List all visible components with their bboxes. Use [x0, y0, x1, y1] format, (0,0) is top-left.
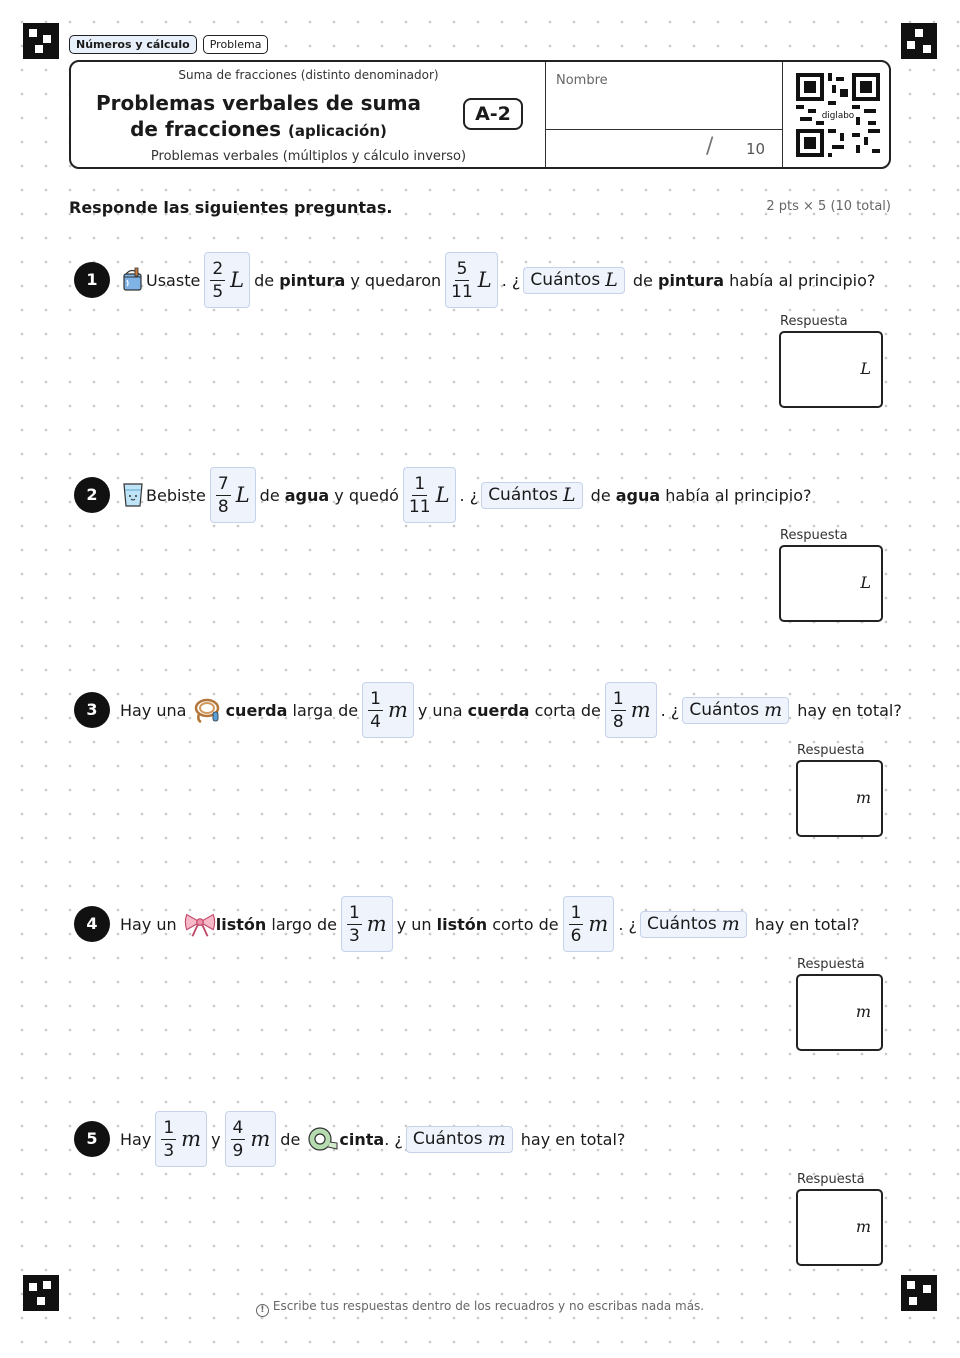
fraction-unit: L — [230, 268, 245, 292]
keyword: pintura — [657, 270, 725, 290]
question-number: 3 — [74, 692, 110, 728]
answer-box[interactable] — [796, 760, 883, 837]
fraction-box — [563, 896, 615, 952]
fraction-numerator: 1 — [370, 688, 381, 709]
fraction-denominator: 11 — [408, 496, 431, 517]
question-text-segment: hay en total? — [792, 700, 902, 720]
question-text-segment: . ¿ — [660, 700, 680, 720]
answer-label: Respuesta — [797, 957, 865, 972]
fraction-denominator: 3 — [163, 1140, 175, 1161]
question-text-segment: Hay una — [120, 700, 192, 720]
answer-box[interactable] — [796, 974, 883, 1051]
name-field[interactable] — [546, 62, 782, 130]
paint-bucket-icon — [121, 266, 145, 294]
fraction-unit: m — [630, 698, 651, 722]
fraction-unit: L — [235, 483, 250, 507]
fraction-box — [341, 896, 393, 952]
question-prompt-unit: L — [562, 484, 576, 506]
svg-text:diglabo: diglabo — [821, 111, 855, 122]
fraction-numerator: 1 — [163, 1117, 175, 1138]
question-text-segment: larga de — [287, 700, 359, 720]
question-text-segment: de — [585, 485, 616, 505]
answer-unit: L — [860, 573, 871, 592]
question-text-segment: . ¿ — [501, 270, 521, 290]
fraction — [569, 902, 584, 947]
fraction — [161, 1117, 176, 1162]
question-text — [120, 250, 875, 310]
fraction-numerator: 5 — [456, 258, 468, 279]
fraction — [210, 258, 225, 303]
instructions: Responde las siguientes preguntas. — [69, 198, 393, 217]
keyword: agua — [615, 485, 661, 505]
fraction-denominator: 6 — [570, 925, 582, 946]
question-text-segment: Hay — [120, 1129, 152, 1149]
fraction — [368, 688, 383, 733]
question-text — [120, 680, 902, 740]
fraction-numerator: 7 — [217, 473, 229, 494]
question-text-segment: hay en total? — [515, 1129, 626, 1149]
keyword: cinta — [339, 1129, 385, 1149]
name-label: Nombre — [556, 73, 608, 88]
fraction — [409, 473, 431, 518]
question-number: 5 — [74, 1121, 110, 1157]
question-prompt-box — [406, 1126, 513, 1153]
fraction-numerator: 1 — [348, 902, 360, 923]
points-info: 2 pts × 5 (10 total) — [766, 199, 891, 214]
fraction-denominator: 9 — [232, 1140, 244, 1161]
question-text — [120, 465, 812, 525]
tape-roll-icon — [306, 1125, 338, 1153]
question-text-segment: corto de — [487, 914, 559, 934]
question-text-segment: había al principio? — [660, 485, 812, 505]
question-prompt-text: Cuántos — [530, 270, 601, 290]
ribbon-icon — [183, 910, 215, 938]
question-text-segment: Bebiste — [146, 485, 206, 505]
question-text-segment: largo de — [266, 914, 337, 934]
water-glass-icon — [121, 481, 145, 509]
fraction-denominator: 8 — [612, 711, 624, 732]
fraction-numerator: 1 — [570, 902, 582, 923]
fraction-box — [403, 467, 456, 523]
answer-label: Respuesta — [780, 314, 848, 329]
fraction — [451, 258, 473, 303]
header-topic: Suma de fracciones (distinto denominador) — [178, 68, 439, 82]
fraction-denominator: 11 — [451, 281, 473, 302]
question-text-segment: corta de — [529, 700, 601, 720]
fraction-denominator: 8 — [217, 496, 229, 517]
keyword: cuerda — [225, 700, 288, 720]
corner-marker-top-left — [23, 23, 59, 59]
question-prompt-unit: L — [605, 269, 618, 291]
question-prompt-unit: m — [487, 1128, 506, 1150]
keyword: agua — [284, 485, 330, 505]
keyword: listón — [215, 914, 267, 934]
question-prompt-unit: m — [764, 699, 783, 721]
footer-note: ! Escribe tus respuestas dentro de los recuadros y no escribas nada más. — [0, 1299, 960, 1317]
question-number: 1 — [74, 262, 110, 298]
question-prompt-text: Cuántos — [412, 1129, 483, 1149]
keyword: pintura — [279, 270, 346, 290]
answer-unit: m — [855, 788, 871, 807]
question-prompt-unit: m — [721, 913, 740, 935]
qr-code-icon — [796, 73, 880, 157]
question-number: 2 — [74, 477, 110, 513]
question-text-segment: . ¿ — [384, 1129, 403, 1149]
score-slash: / — [706, 134, 714, 159]
fraction — [347, 902, 362, 947]
fraction-unit: m — [250, 1127, 271, 1151]
question-text-segment: y un — [396, 914, 437, 934]
fraction-denominator: 5 — [212, 281, 224, 302]
answer-box[interactable] — [779, 331, 883, 408]
question-prompt-box — [640, 911, 747, 938]
question-text-segment: . ¿ — [459, 485, 479, 505]
fraction-unit: m — [588, 912, 609, 936]
question-number: 4 — [74, 906, 110, 942]
question-text-segment: de — [254, 270, 280, 290]
tag-category: Números y cálculo — [69, 35, 197, 54]
question-text-segment: Usaste — [146, 270, 201, 290]
fraction-unit: L — [435, 483, 450, 507]
fraction-numerator: 1 — [612, 688, 624, 709]
question-prompt-text: Cuántos — [488, 485, 558, 505]
question-text-segment: de — [280, 1129, 306, 1149]
worksheet-code: A-2 — [463, 98, 523, 130]
fraction-unit: m — [181, 1127, 202, 1151]
corner-marker-top-right — [901, 23, 937, 59]
question-text-segment: de — [259, 485, 285, 505]
fraction — [231, 1117, 246, 1162]
fraction-unit: L — [477, 268, 492, 292]
header-subtitle: Problemas verbales (múltiplos y cálculo inverso) — [150, 149, 467, 164]
header-title-area — [71, 62, 546, 167]
keyword: listón — [436, 914, 488, 934]
question-prompt-text: Cuántos — [647, 914, 717, 934]
fraction-unit: m — [387, 698, 408, 722]
answer-unit: L — [860, 359, 871, 378]
fraction-denominator: 4 — [370, 711, 381, 732]
answer-label: Respuesta — [797, 1172, 865, 1187]
question-text-segment: hay en total? — [749, 914, 860, 934]
fraction-box — [362, 682, 414, 738]
fraction-box — [204, 252, 250, 308]
score-total: 10 — [746, 140, 766, 158]
fraction-unit: m — [366, 912, 387, 936]
answer-unit: m — [855, 1002, 871, 1021]
fraction — [216, 473, 231, 518]
question-text-segment: y quedó — [329, 485, 399, 505]
fraction-denominator: 3 — [348, 925, 360, 946]
info-icon: ! — [256, 1304, 269, 1317]
question-text — [120, 894, 860, 954]
qr-code-area — [782, 62, 891, 167]
rope-icon — [193, 696, 225, 724]
question-text-segment: Hay un — [120, 914, 182, 934]
answer-label: Respuesta — [797, 743, 865, 758]
fraction — [611, 688, 626, 733]
question-text-segment: había al principio? — [724, 270, 876, 290]
fraction-numerator: 2 — [212, 258, 224, 279]
answer-box[interactable] — [796, 1189, 883, 1266]
question-text-segment: de — [627, 270, 658, 290]
question-text-segment: y quedaron — [345, 270, 442, 290]
category-tags — [69, 35, 268, 54]
fraction-box — [445, 252, 498, 308]
fraction-box — [155, 1111, 207, 1167]
question-prompt-text: Cuántos — [689, 700, 760, 720]
keyword: cuerda — [467, 700, 530, 720]
fraction-box — [210, 467, 256, 523]
fraction-numerator: 4 — [232, 1117, 244, 1138]
question-prompt-box — [523, 267, 624, 294]
fraction-box — [225, 1111, 277, 1167]
question-prompt-box — [682, 697, 789, 724]
fraction-box — [605, 682, 657, 738]
question-text-segment: y — [211, 1129, 221, 1149]
question-text-segment: . ¿ — [618, 914, 637, 934]
answer-box[interactable] — [779, 545, 883, 622]
score-field[interactable] — [546, 130, 782, 167]
tag-type: Problema — [203, 35, 269, 54]
question-prompt-box — [481, 482, 582, 509]
answer-label: Respuesta — [780, 528, 848, 543]
worksheet-header — [69, 60, 891, 169]
question-text — [120, 1109, 625, 1169]
question-text-segment: y una — [417, 700, 468, 720]
page-title: Problemas verbales de suma de fracciones (aplicación) — [95, 91, 422, 141]
answer-unit: m — [855, 1217, 871, 1236]
fraction-numerator: 1 — [414, 473, 426, 494]
